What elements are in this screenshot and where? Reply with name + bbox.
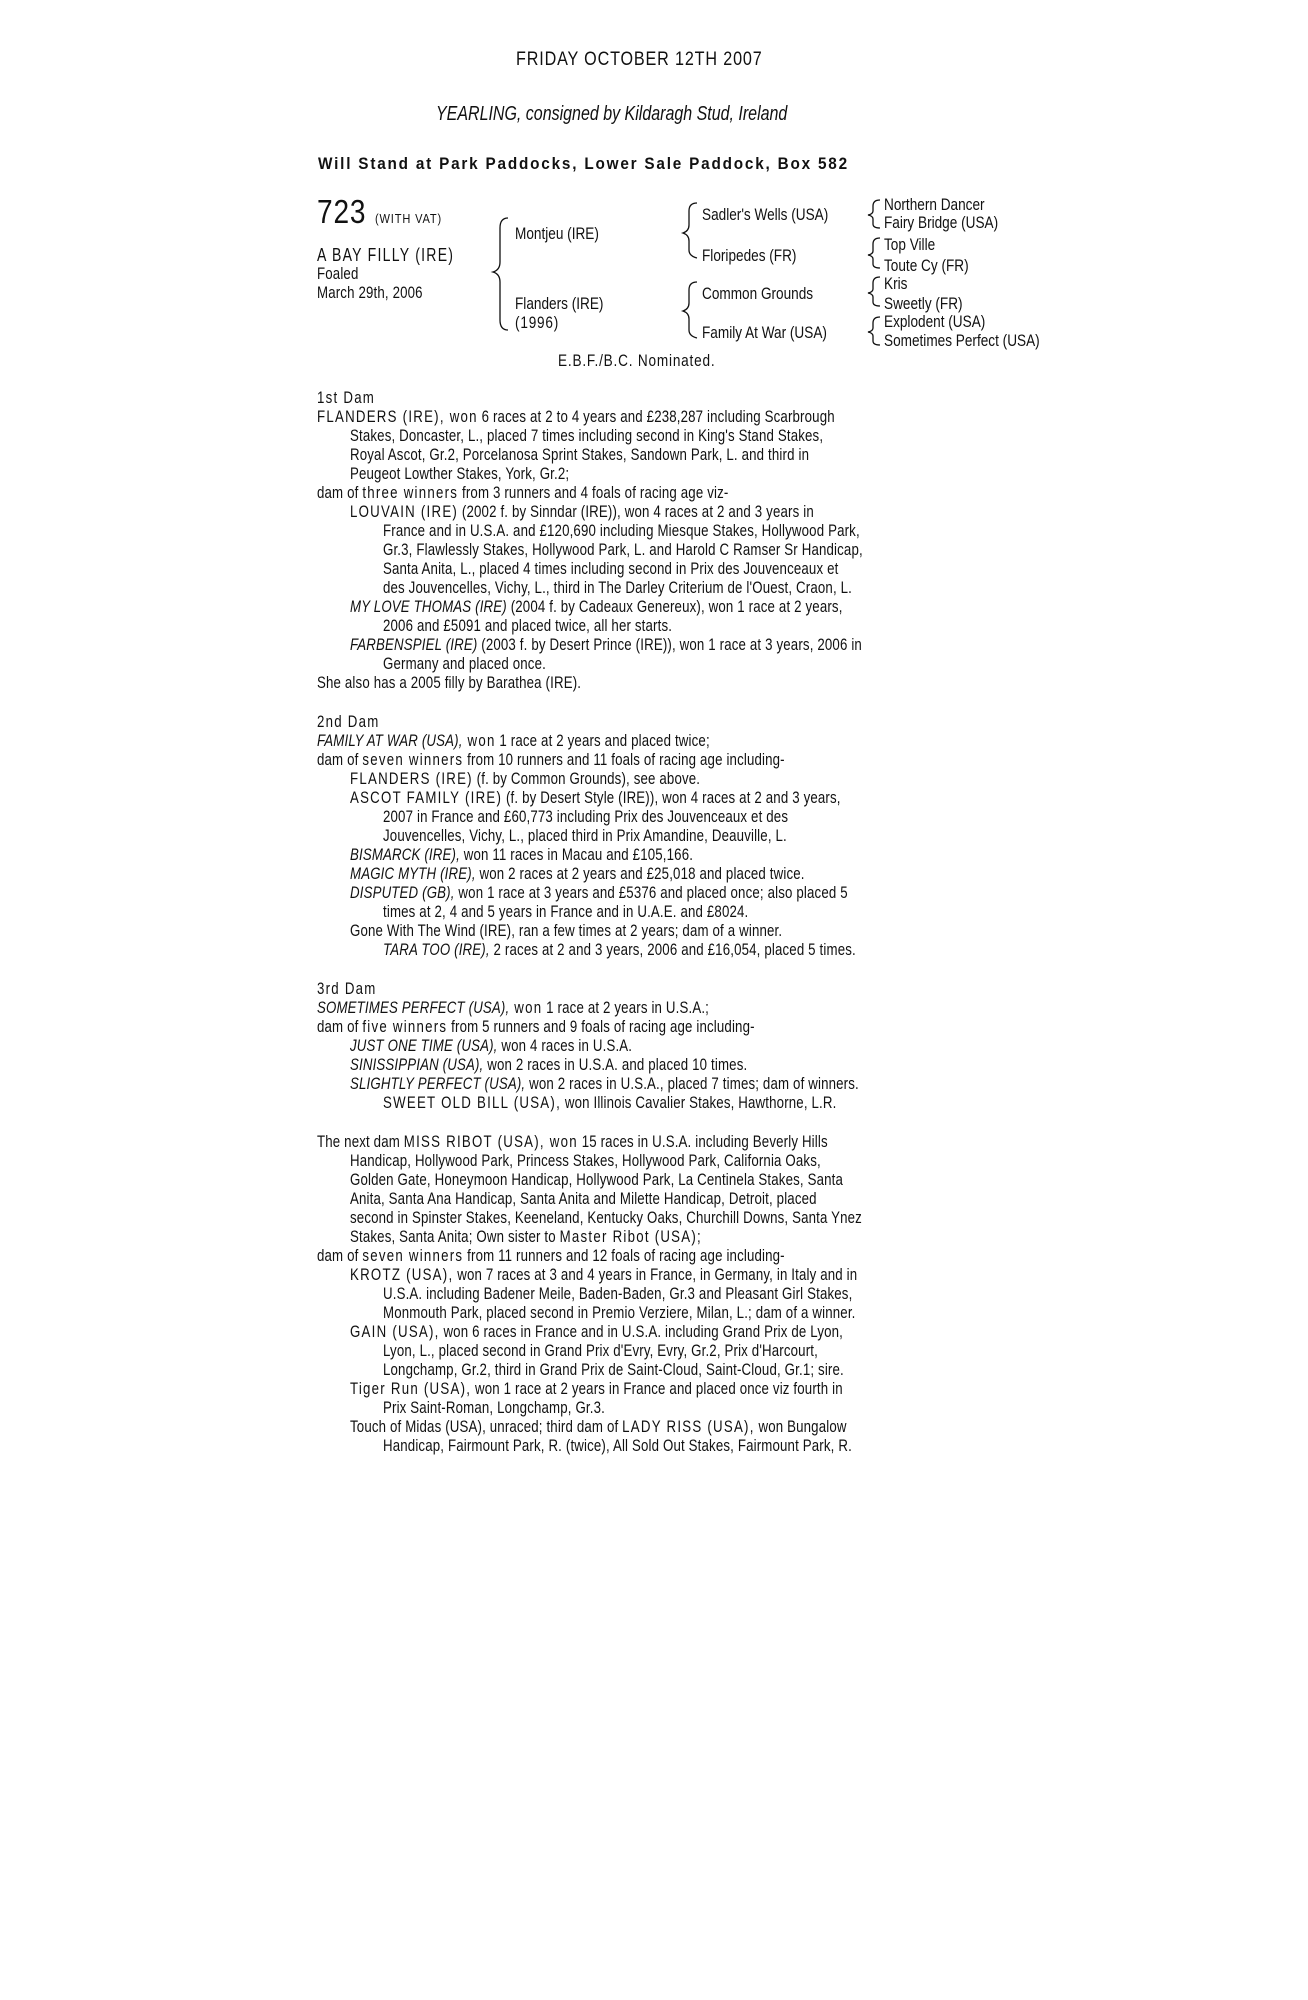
nextdam-line: Stakes, Santa Anita; Own sister to Master Ribot (USA);: [350, 1227, 701, 1246]
dam1-line: Royal Ascot, Gr.2, Porcelanosa Sprint Stakes, Sandown Park, L. and third in: [350, 445, 810, 464]
lot-name: A BAY FILLY (IRE): [317, 245, 455, 265]
dam2-line: DISPUTED (GB), won 1 race at 3 years and £5376 and placed once; also placed 5: [350, 883, 848, 902]
dam1-line: Santa Anita, L., placed 4 times including second in Prix des Jouvenceaux et: [383, 559, 839, 578]
dam1-line: She also has a 2005 filly by Barathea (IRE).: [317, 673, 582, 692]
ggp-4: Toute Cy (FR): [884, 256, 969, 275]
nextdam-line: Handicap, Fairmount Park, R. (twice), All Sold Out Stakes, Fairmount Park, R.: [383, 1436, 852, 1455]
nextdam-line: KROTZ (USA), won 7 races at 3 and 4 years in France, in Germany, in Italy and in: [350, 1265, 858, 1284]
dam1-line: FARBENSPIEL (IRE) (2003 f. by Desert Prince (IRE)), won 1 race at 3 years, 2006 in: [350, 635, 862, 654]
dam1-heading: 1st Dam: [317, 388, 376, 407]
foaled-label: Foaled: [317, 264, 359, 283]
dam1-line: dam of three winners from 3 runners and 4 foals of racing age viz-: [317, 483, 729, 502]
dam2-line: ASCOT FAMILY (IRE) (f. by Desert Style (IRE)), won 4 races at 2 and 3 years,: [350, 788, 841, 807]
dam1-line: des Jouvencelles, Vichy, L., third in The Darley Criterium de l'Ouest, Craon, L.: [383, 578, 853, 597]
nextdam-line: Prix Saint-Roman, Longchamp, Gr.3.: [383, 1398, 605, 1417]
sale-date: FRIDAY OCTOBER 12TH 2007: [516, 49, 763, 70]
dam1-line: Peugeot Lowther Stakes, York, Gr.2;: [350, 464, 570, 483]
dam3-heading: 3rd Dam: [317, 979, 377, 998]
nextdam-line: Lyon, L., placed second in Grand Prix d'Evry, Evry, Gr.2, Prix d'Harcourt,: [383, 1341, 818, 1360]
dam2-line: TARA TOO (IRE), 2 races at 2 and 3 years, 2006 and £16,054, placed 5 times.: [383, 940, 856, 959]
pedigree-braces: [0, 0, 1308, 400]
dam1-line: 2006 and £5091 and placed twice, all her starts.: [383, 616, 673, 635]
dam3-line: SOMETIMES PERFECT (USA), won 1 race at 2 years in U.S.A.;: [317, 998, 710, 1017]
dam3-line: SLIGHTLY PERFECT (USA), won 2 races in U.S.A., placed 7 times; dam of winners.: [350, 1074, 859, 1093]
ggp-8: Sometimes Perfect (USA): [884, 331, 1040, 350]
nextdam-line: Golden Gate, Honeymoon Handicap, Hollywood Park, La Centinela Stakes, Santa: [350, 1170, 844, 1189]
dam1-line: Germany and placed once.: [383, 654, 546, 673]
dam2-line: Gone With The Wind (IRE), ran a few times at 2 years; dam of a winner.: [350, 921, 783, 940]
dam3-line: dam of five winners from 5 runners and 9 foals of racing age including-: [317, 1017, 755, 1036]
ggp-7: Explodent (USA): [884, 312, 986, 331]
ggp-2: Fairy Bridge (USA): [884, 213, 999, 232]
ggp-6: Sweetly (FR): [884, 294, 963, 313]
nextdam-line: Tiger Run (USA), won 1 race at 2 years in France and placed once viz fourth in: [350, 1379, 843, 1398]
dam2-line: Jouvencelles, Vichy, L., placed third in Prix Amandine, Deauville, L.: [383, 826, 787, 845]
sire-name: Montjeu (IRE): [515, 224, 599, 243]
dam3-line: SWEET OLD BILL (USA), won Illinois Cavalier Stakes, Hawthorne, L.R.: [383, 1093, 837, 1112]
dam1-line: Stakes, Doncaster, L., placed 7 times including second in King's Stand Stakes,: [350, 426, 824, 445]
nextdam-line: GAIN (USA), won 6 races in France and in U.S.A. including Grand Prix de Lyon,: [350, 1322, 844, 1341]
dam2-line: dam of seven winners from 10 runners and 11 foals of racing age including-: [317, 750, 785, 769]
nextdam-line: Anita, Santa Ana Handicap, Santa Anita and Milette Handicap, Detroit, placed: [350, 1189, 817, 1208]
ggp-5: Kris: [884, 274, 908, 293]
dam2-line: FLANDERS (IRE) (f. by Common Grounds), see above.: [350, 769, 701, 788]
nextdam-line: The next dam MISS RIBOT (USA), won 15 races in U.S.A. including Beverly Hills: [317, 1132, 828, 1151]
dam3-line: JUST ONE TIME (USA), won 4 races in U.S.A.: [350, 1036, 633, 1055]
dam1-line: LOUVAIN (IRE) (2002 f. by Sinndar (IRE)), won 4 races at 2 and 3 years in: [350, 502, 814, 521]
nextdam-line: Monmouth Park, placed second in Premio Verziere, Milan, L.; dam of a winner.: [383, 1303, 856, 1322]
dam2-line: BISMARCK (IRE), won 11 races in Macau and £105,166.: [350, 845, 694, 864]
dam2-line: FAMILY AT WAR (USA), won 1 race at 2 years and placed twice;: [317, 731, 710, 750]
nextdam-line: Longchamp, Gr.2, third in Grand Prix de Saint-Cloud, Saint-Cloud, Gr.1; sire.: [383, 1360, 844, 1379]
ggp-3: Top Ville: [884, 235, 936, 254]
dam2-line: 2007 in France and £60,773 including Prix des Jouvenceaux et des: [383, 807, 789, 826]
nextdam-line: U.S.A. including Badener Meile, Baden-Baden, Gr.3 and Pleasant Girl Stakes,: [383, 1284, 853, 1303]
dam1-line: MY LOVE THOMAS (IRE) (2004 f. by Cadeaux Genereux), won 1 race at 2 years,: [350, 597, 843, 616]
stand-location: Will Stand at Park Paddocks, Lower Sale Paddock, Box 582: [318, 154, 849, 173]
grandsire-paternal: Sadler's Wells (USA): [702, 205, 829, 224]
dam1-line: France and in U.S.A. and £120,690 including Miesque Stakes, Hollywood Park,: [383, 521, 860, 540]
vat-note: (WITH VAT): [374, 211, 443, 226]
lot-number-value: 723: [317, 193, 367, 230]
nextdam-line: Touch of Midas (USA), unraced; third dam of LADY RISS (USA), won Bungalow: [350, 1417, 847, 1436]
granddam-maternal: Family At War (USA): [702, 323, 827, 342]
dam2-line: times at 2, 4 and 5 years in France and in U.A.E. and £8024.: [383, 902, 749, 921]
dam2-heading: 2nd Dam: [317, 712, 380, 731]
nomination-note: E.B.F./B.C. Nominated.: [558, 351, 716, 370]
dam3-line: SINISSIPPIAN (USA), won 2 races in U.S.A. and placed 10 times.: [350, 1055, 748, 1074]
grandsire-maternal: Common Grounds: [702, 284, 814, 303]
dam-year: (1996): [515, 313, 560, 332]
ggp-1: Northern Dancer: [884, 195, 985, 214]
nextdam-line: Handicap, Hollywood Park, Princess Stakes, Hollywood Park, California Oaks,: [350, 1151, 821, 1170]
nextdam-line: dam of seven winners from 11 runners and 12 foals of racing age including-: [317, 1246, 785, 1265]
dam1-line: Gr.3, Flawlessly Stakes, Hollywood Park, L. and Harold C Ramser Sr Handicap,: [383, 540, 863, 559]
dam1-line: FLANDERS (IRE), won 6 races at 2 to 4 years and £238,287 including Scarbrough: [317, 407, 835, 426]
consignor-line: YEARLING, consigned by Kildaragh Stud, Ireland: [436, 103, 788, 125]
granddam-paternal: Floripedes (FR): [702, 246, 797, 265]
dam2-line: MAGIC MYTH (IRE), won 2 races at 2 years and £25,018 and placed twice.: [350, 864, 805, 883]
nextdam-line: second in Spinster Stakes, Keeneland, Kentucky Oaks, Churchill Downs, Santa Ynez: [350, 1208, 862, 1227]
foaled-date: March 29th, 2006: [317, 283, 423, 302]
dam-name: Flanders (IRE): [515, 294, 604, 313]
